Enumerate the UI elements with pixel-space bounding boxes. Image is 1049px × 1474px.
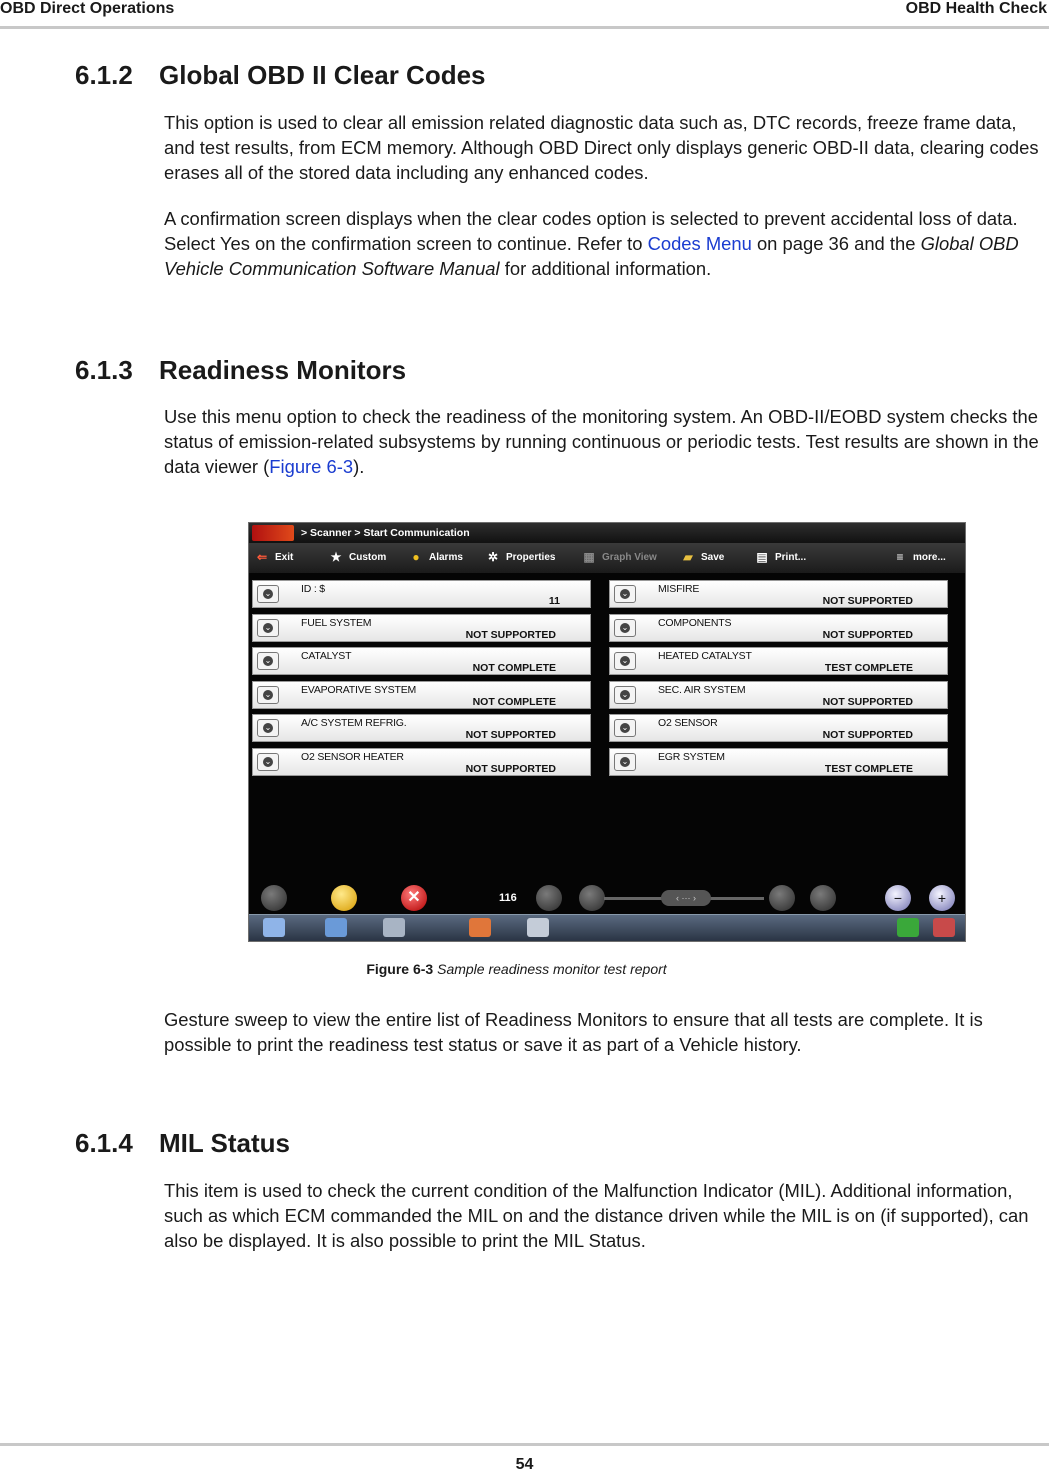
monitor-name: O2 SENSOR (658, 717, 718, 729)
save-button[interactable] (681, 550, 724, 566)
zoom-in-icon[interactable]: + (929, 885, 955, 911)
monitor-status: TEST COMPLETE (824, 763, 913, 775)
text-run: Use this menu option to check the readiness of the monitoring system. An OBD-II/EOBD system checks the status of emission-related subsystems by running continuous or periodic tests. Test results are shown in the data viewer ( (164, 406, 1039, 477)
section-heading-6-1-4 (75, 1128, 290, 1159)
monitor-status: 11 (548, 595, 560, 607)
close-icon[interactable]: ✕ (401, 885, 427, 911)
breadcrumb: > Scanner > Start Communication (301, 527, 470, 539)
figure-caption (0, 961, 1033, 977)
star-icon: ★ (330, 550, 342, 565)
home-icon[interactable] (263, 918, 285, 937)
pause-icon[interactable] (331, 885, 357, 911)
paragraph (164, 404, 1048, 479)
exit-icon: ⇐ (256, 550, 268, 565)
monitor-status: NOT SUPPORTED (822, 696, 913, 708)
readiness-row[interactable] (609, 748, 948, 776)
monitor-status: NOT COMPLETE (472, 662, 556, 674)
paragraph (164, 206, 1048, 281)
playback-controls (249, 878, 965, 916)
step-forward-icon[interactable] (769, 885, 795, 911)
expand-icon[interactable]: ⌄ (614, 652, 636, 670)
page-footer (0, 1443, 1049, 1474)
expand-icon[interactable]: ⌄ (257, 585, 279, 603)
alarms-button[interactable] (409, 550, 463, 566)
toolbar-label: Alarms (429, 552, 463, 563)
text-run: A confirmation screen displays when the clear codes option is selected to prevent accidental loss of data. Select Yes on the confirmation screen to continue. Refer to (164, 208, 1018, 254)
section-heading-6-1-2 (75, 60, 486, 91)
battery-icon (933, 918, 955, 937)
gear-icon: ✲ (487, 550, 499, 565)
readiness-row[interactable] (252, 614, 591, 642)
step-back-icon[interactable] (579, 885, 605, 911)
monitor-name: EGR SYSTEM (658, 751, 725, 763)
toolbar-label: Properties (506, 552, 556, 563)
expand-icon[interactable]: ⌄ (614, 719, 636, 737)
monitor-status: TEST COMPLETE (824, 662, 913, 674)
figure-6-3-link[interactable]: Figure 6-3 (269, 456, 354, 477)
expand-icon[interactable]: ⌄ (257, 619, 279, 637)
text-run: for additional information. (499, 258, 712, 279)
monitor-status: NOT SUPPORTED (822, 729, 913, 741)
expand-icon[interactable]: ⌄ (257, 719, 279, 737)
expand-icon[interactable]: ⌄ (257, 652, 279, 670)
monitor-name: FUEL SYSTEM (301, 617, 372, 629)
header-right-title: OBD Health Check (905, 0, 1047, 17)
readiness-row[interactable] (252, 580, 591, 608)
readiness-row[interactable] (609, 647, 948, 675)
monitor-name: MISFIRE (658, 583, 700, 595)
section-number: 6.1.4 (75, 1128, 133, 1158)
page-number: 54 (515, 1456, 534, 1473)
screen-title-bar (249, 523, 965, 543)
custom-button[interactable] (329, 550, 386, 566)
toolbar-label: Custom (349, 552, 387, 563)
readiness-row[interactable] (252, 647, 591, 675)
scanner-logo (252, 525, 294, 541)
monitor-status: NOT COMPLETE (472, 696, 556, 708)
skip-forward-icon[interactable] (810, 885, 836, 911)
monitor-name: ID : $ (301, 583, 325, 595)
expand-icon[interactable]: ⌄ (257, 686, 279, 704)
header-left-title: OBD Direct Operations (0, 0, 175, 17)
paragraph: Gesture sweep to view the entire list of Readiness Monitors to ensure that all tests are complete. It is possible to print the readiness test status or save it as part of a Vehicle history. (164, 1009, 983, 1055)
menu-icon: ≡ (896, 550, 904, 565)
hold-icon[interactable] (261, 885, 287, 911)
readiness-row[interactable] (609, 681, 948, 709)
monitor-status: NOT SUPPORTED (822, 629, 913, 641)
monitor-name: COMPONENTS (658, 617, 732, 629)
text-run: ). (353, 456, 365, 477)
monitor-status: NOT SUPPORTED (822, 595, 913, 607)
monitor-status: NOT SUPPORTED (465, 763, 556, 775)
readiness-row[interactable] (609, 714, 948, 742)
toolbar-label: more... (913, 552, 946, 563)
vehicle-icon[interactable] (469, 918, 491, 937)
section-title: Readiness Monitors (159, 355, 407, 385)
codes-menu-link[interactable]: Codes Menu (647, 233, 752, 254)
monitor-name: O2 SENSOR HEATER (301, 751, 404, 763)
printer-icon: ▤ (756, 550, 768, 565)
paragraph: This item is used to check the current condition of the Malfunction Indicator (MIL). Additional information, such as which ECM commanded the MIL on and the distance driven while the MIL is on (if supported), can also be displayed. It is also possible to print the MIL Status. (164, 1180, 1029, 1251)
toolbar-label: Print... (775, 552, 807, 563)
readiness-row[interactable] (252, 714, 591, 742)
monitor-status: NOT SUPPORTED (465, 629, 556, 641)
readiness-row[interactable] (252, 681, 591, 709)
paragraph: This option is used to clear all emission related diagnostic data such as, DTC records, freeze frame data, and test results, from ECM memory. Although OBD Direct only displays generic OBD-II data, clearing codes erases all of the stored data including any enhanced codes. (164, 112, 1039, 183)
monitor-status: NOT SUPPORTED (465, 729, 556, 741)
monitor-name: EVAPORATIVE SYSTEM (301, 684, 417, 696)
expand-icon[interactable]: ⌄ (257, 753, 279, 771)
text-run: on page 36 and the (751, 233, 921, 254)
caption-label: Figure 6-3 (366, 961, 434, 977)
graph-view-button[interactable] (582, 550, 657, 566)
expand-icon[interactable]: ⌄ (614, 753, 636, 771)
more-button[interactable] (893, 550, 946, 566)
manual-title: Global OBD Vehicle Communication Software Manual (164, 233, 1019, 279)
properties-button[interactable] (486, 550, 555, 566)
frame-slider-knob[interactable]: ‹ ··· › (661, 890, 711, 906)
toolbar-label: Save (701, 552, 725, 563)
monitor-name: SEC. AIR SYSTEM (658, 684, 746, 696)
data-icon[interactable] (325, 918, 347, 937)
section-title: Global OBD II Clear Codes (159, 60, 486, 90)
page-header (0, 0, 1049, 29)
readiness-row[interactable] (609, 614, 948, 642)
section-number: 6.1.2 (75, 60, 133, 90)
monitor-name: HEATED CATALYST (658, 650, 752, 662)
monitor-name: CATALYST (301, 650, 352, 662)
tools-icon[interactable] (383, 918, 405, 937)
section-number: 6.1.3 (75, 355, 133, 385)
caption-text: Sample readiness monitor test report (437, 961, 667, 977)
connection-icon (897, 918, 919, 937)
exit-button[interactable] (255, 550, 293, 566)
monitor-name: A/C SYSTEM REFRIG. (301, 717, 407, 729)
expand-icon[interactable]: ⌄ (614, 686, 636, 704)
skip-back-icon[interactable] (536, 885, 562, 911)
frame-counter: 116 (499, 892, 517, 904)
readiness-monitor-screenshot (248, 522, 966, 942)
toolbar (249, 543, 965, 573)
section-title: MIL Status (159, 1128, 290, 1158)
section-heading-6-1-3 (75, 355, 406, 386)
bell-icon: ● (412, 550, 420, 565)
readiness-row[interactable] (252, 748, 591, 776)
readiness-row[interactable] (609, 580, 948, 608)
zoom-out-icon[interactable]: − (885, 885, 911, 911)
expand-icon[interactable]: ⌄ (614, 585, 636, 603)
expand-icon[interactable]: ⌄ (614, 619, 636, 637)
toolbar-label: Exit (275, 552, 294, 563)
toolbar-label: Graph View (602, 552, 657, 563)
taskbar (249, 914, 965, 941)
graph-icon: ▦ (583, 550, 595, 565)
print-button[interactable] (755, 550, 806, 566)
print-icon[interactable] (527, 918, 549, 937)
save-icon: ▰ (683, 550, 693, 565)
